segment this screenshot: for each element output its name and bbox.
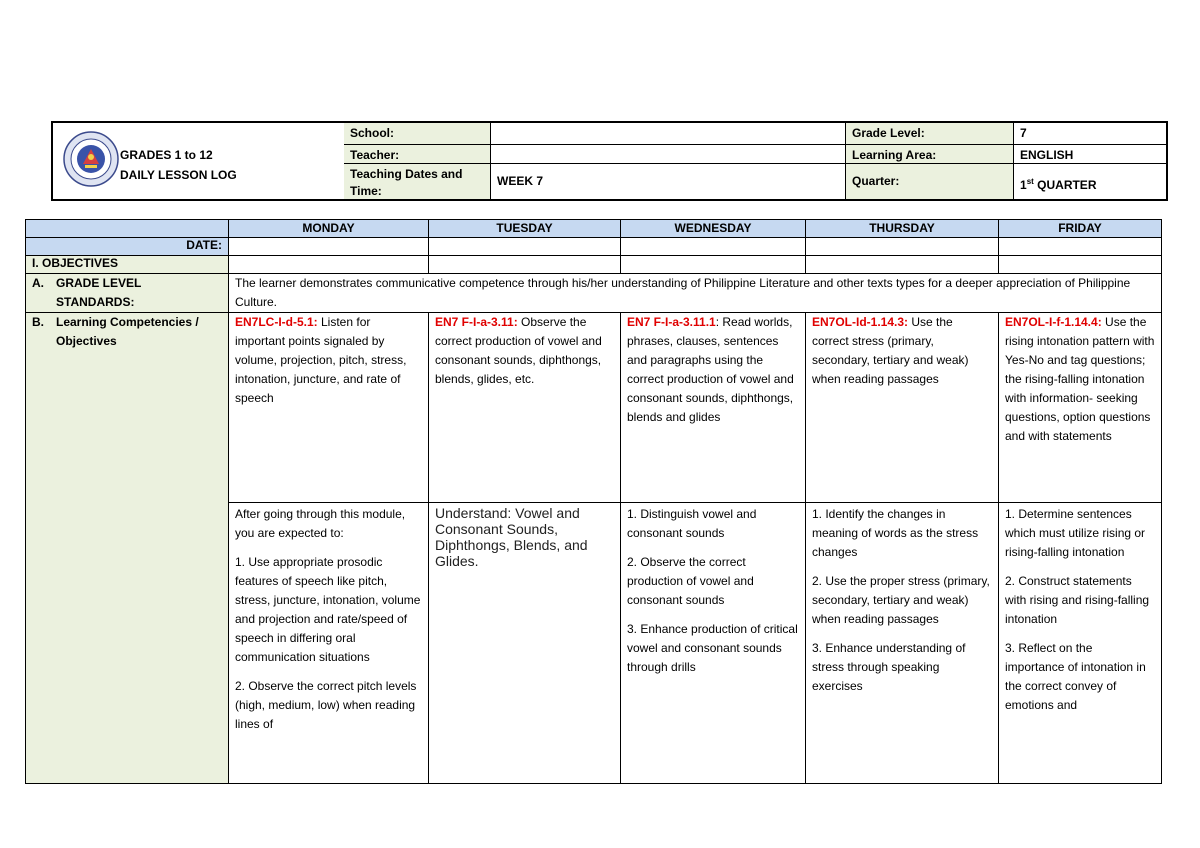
objective-item: 2. Construct statements with rising and rising-falling intonation [1005, 574, 1150, 626]
quarter-value [1014, 164, 1166, 199]
quarter-label: Quarter: [846, 164, 1014, 199]
competency-thursday [806, 313, 999, 503]
objective-item: 2. Observe the correct pitch levels (high, medium, low) when reading lines of [235, 679, 417, 731]
lesson-log-table [25, 219, 1162, 784]
competency-text: Observe the correct production of vowel and consonant sounds, diphthongs, blends, glides, etc. [435, 315, 602, 386]
school-label: School: [344, 123, 491, 145]
objectives-wednesday [621, 503, 806, 784]
deped-seal-icon [63, 131, 119, 187]
competency-text: : Read worlds, phrases, clauses, sentences and paragraphs using the correct production of vowel and consonant sounds, diphthongs, blends and glides [627, 315, 794, 424]
objectives-friday [999, 503, 1162, 784]
competency-friday [999, 313, 1162, 503]
date-cell-friday[interactable] [999, 238, 1162, 256]
competency-text: Use the correct stress (primary, secondary, tertiary and weak) when reading passages [812, 315, 969, 386]
day-header-thursday: THURSDAY [806, 220, 999, 238]
header-title-line1: GRADES 1 to 12 [120, 148, 213, 162]
day-header-monday: MONDAY [229, 220, 429, 238]
day-header-wednesday: WEDNESDAY [621, 220, 806, 238]
grade-standards-letter: A. [32, 276, 44, 290]
competency-code: EN7 F-I-a-3.11.1 [627, 315, 716, 329]
competencies-letter: B. [32, 315, 44, 329]
competencies-label: Learning Competencies / Objectives [56, 315, 199, 348]
date-cell-wednesday[interactable] [621, 238, 806, 256]
teacher-field[interactable] [491, 145, 846, 164]
grade-standards-label-cell [26, 274, 229, 313]
learning-area-label: Learning Area: [846, 145, 1014, 164]
competency-code: EN7LC-I-d-5.1: [235, 315, 318, 329]
competencies-row [26, 313, 1162, 503]
objectives-cell-thursday [806, 256, 999, 274]
competency-code: EN7OL-Id-1.14.3: [812, 315, 909, 329]
school-field[interactable] [491, 123, 846, 145]
day-header-row [26, 220, 1162, 238]
teaching-dates-value: WEEK 7 [491, 164, 846, 199]
learning-area-value: ENGLISH [1014, 145, 1166, 164]
competency-text: Listen for important points signaled by volume, projection, pitch, stress, intonation, juncture, and rate of speech [235, 315, 407, 405]
objectives-tuesday [429, 503, 621, 784]
objective-item: 1. Distinguish vowel and consonant sounds [627, 507, 757, 540]
quarter-word: QUARTER [1033, 178, 1097, 192]
objective-item: 2. Observe the correct production of vowel and consonant sounds [627, 555, 754, 607]
objective-item: 2. Use the proper stress (primary, secondary, tertiary and weak) when reading passages [812, 574, 990, 626]
objectives-cell-monday [229, 256, 429, 274]
objective-item: 1. Identify the changes in meaning of words as the stress changes [812, 507, 979, 559]
quarter-number: 1 [1020, 178, 1027, 192]
day-header-tuesday: TUESDAY [429, 220, 621, 238]
competency-monday [229, 313, 429, 503]
day-header-friday: FRIDAY [999, 220, 1162, 238]
teaching-dates-label: Teaching Dates and Time: [344, 164, 491, 199]
competency-code: EN7OL-I-f-1.14.4: [1005, 315, 1102, 329]
date-cell-thursday[interactable] [806, 238, 999, 256]
grade-standards-label: GRADE LEVEL STANDARDS: [56, 276, 142, 309]
date-label: DATE: [26, 238, 229, 256]
teacher-label: Teacher: [344, 145, 491, 164]
logo-cell [53, 123, 345, 199]
objectives-monday [229, 503, 429, 784]
objectives-cell-friday [999, 256, 1162, 274]
competency-wednesday [621, 313, 806, 503]
competency-code: EN7 F-I-a-3.11: [435, 315, 518, 329]
objectives-cell-wednesday [621, 256, 806, 274]
objectives-cell-tuesday [429, 256, 621, 274]
date-row [26, 238, 1162, 256]
competency-text: Use the rising intonation pattern with Yes-No and tag questions; the rising-falling intonation with information- seeking questions, option questions and with statements [1005, 315, 1155, 443]
competencies-label-cell [26, 313, 229, 784]
grade-standards-text: The learner demonstrates communicative competence through his/her understanding of Philippine Literature and other texts types for a deeper appreciation of Philippine Culture. [229, 274, 1162, 313]
objective-item: 3. Enhance production of critical vowel and consonant sounds through drills [627, 622, 798, 674]
objectives-thursday [806, 503, 999, 784]
corner-cell [26, 220, 229, 238]
lesson-log-header [51, 121, 1168, 201]
objective-item: 3. Reflect on the importance of intonation in the correct convey of emotions and [1005, 641, 1146, 712]
competency-tuesday [429, 313, 621, 503]
grade-level-label: Grade Level: [846, 123, 1014, 145]
grade-level-value: 7 [1014, 123, 1166, 145]
grade-standards-row [26, 274, 1162, 313]
objective-item: Understand: Vowel and Consonant Sounds, Diphthongs, Blends, and Glides. [435, 505, 588, 569]
objectives-heading: I. OBJECTIVES [26, 256, 229, 274]
objective-item: 1. Determine sentences which must utilize rising or rising-falling intonation [1005, 507, 1146, 559]
quarter-suffix: st [1026, 177, 1034, 186]
header-title-line2: DAILY LESSON LOG [120, 168, 237, 182]
objective-item: 3. Enhance understanding of stress through speaking exercises [812, 641, 966, 693]
objective-item: 1. Use appropriate prosodic features of speech like pitch, stress, juncture, intonation, volume and projection and rate/speed of speech in differing oral communication situations [235, 555, 421, 664]
header-title [120, 145, 237, 185]
date-cell-tuesday[interactable] [429, 238, 621, 256]
objectives-intro: After going through this module, you are expected to: [235, 507, 406, 540]
date-cell-monday[interactable] [229, 238, 429, 256]
objectives-heading-row [26, 256, 1162, 274]
